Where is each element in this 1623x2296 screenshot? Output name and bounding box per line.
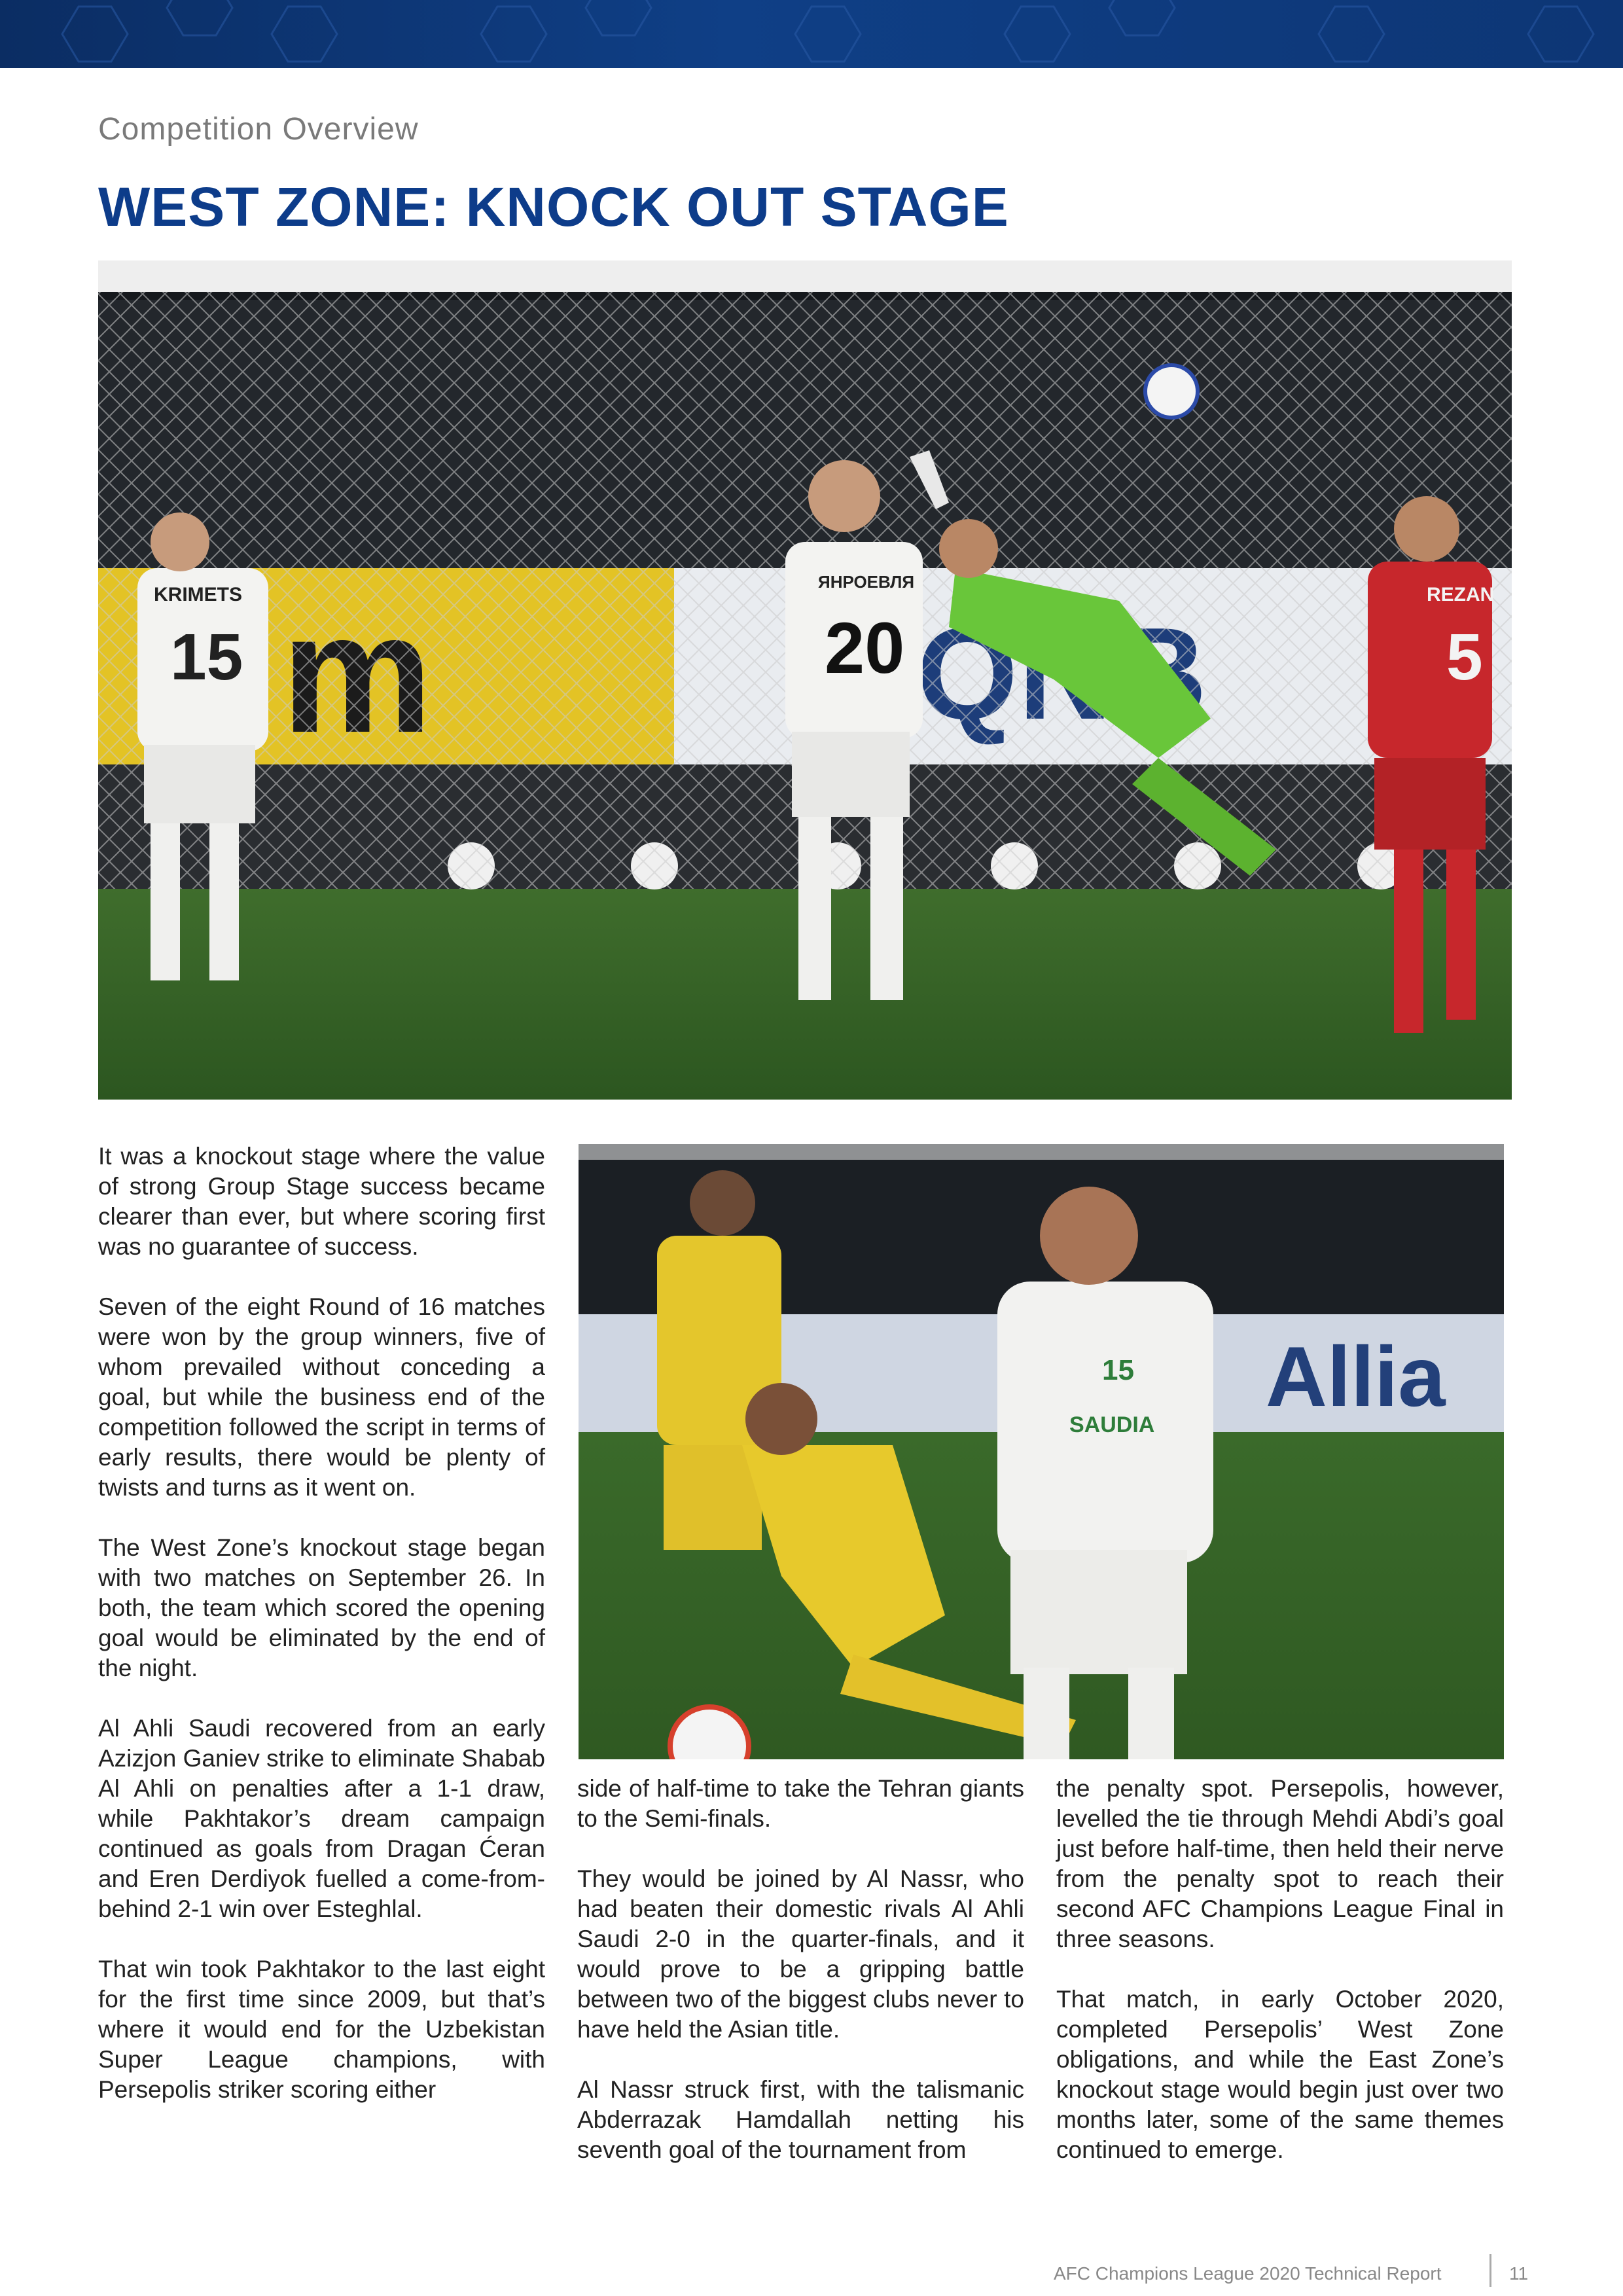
svg-text:15: 15 (170, 620, 243, 694)
hexagon-pattern (0, 0, 1623, 68)
footer-divider (1489, 2254, 1491, 2287)
paragraph-9: the penalty spot. Persepolis, however, levelled the tie through Mehdi Abdi’s goal just before half-time, then held their nerve from the penalty spot to reach their second AFC Champions League Final in three seasons. (1056, 1775, 1504, 1952)
svg-text:20: 20 (825, 608, 905, 689)
svg-text:SAUDIA: SAUDIA (1069, 1412, 1155, 1437)
svg-text:KRIMETS: KRIMETS (154, 584, 242, 605)
svg-text:REZAN: REZAN (1427, 584, 1495, 605)
second-match-photo (579, 1144, 1504, 1759)
main-match-photo (98, 260, 1512, 1100)
top-banner (0, 0, 1623, 68)
paragraph-6: side of half-time to take the Tehran giants to the Semi-finals. (577, 1775, 1024, 1832)
paragraph-7: They would be joined by Al Nassr, who had beaten their domestic rivals Al Ahli Saudi 2-0 in the quarter-finals, and it would prove to be a gripping battle between two of the biggest clubs never to have held the Asian title. (577, 1865, 1024, 2043)
body-column-2 (577, 1774, 1024, 2195)
paragraph-3: The West Zone’s knockout stage began with two matches on September 26. In both, the team which scored the opening goal would be eliminated by the end of the night. (98, 1534, 545, 1681)
paragraph-8: Al Nassr struck first, with the talismanic Abderrazak Hamdallah netting his seventh goal of the tournament from (577, 2076, 1024, 2163)
footer-report-title: AFC Champions League 2020 Technical Report (1054, 2263, 1442, 2284)
svg-text:5: 5 (1446, 620, 1483, 694)
page-title: WEST ZONE: KNOCK OUT STAGE (98, 176, 1009, 238)
svg-text:ЯНРОЕВЛЯ: ЯНРОЕВЛЯ (818, 572, 915, 592)
paragraph-5: That win took Pakhtakor to the last eight for the first time since 2009, but that’s where it would end for the Uzbekistan Super League champions, with Persepolis striker scoring either (98, 1956, 545, 2103)
body-column-3 (1056, 1774, 1504, 2195)
body-column-1 (98, 1141, 545, 2135)
paragraph-1: It was a knockout stage where the value of strong Group Stage success became clearer than ever, but where scoring first was no guarantee of success. (98, 1143, 545, 1260)
paragraph-10: That match, in early October 2020, completed Persepolis’ West Zone obligations, and while the East Zone’s knockout stage would begin just over two months later, some of the same themes continued to emerge. (1056, 1986, 1504, 2163)
paragraph-2: Seven of the eight Round of 16 matches were won by the group winners, five of whom prevailed without conceding a goal, but while the business end of the competition followed the script in terms of early results, there would be plenty of twists and turns as it went on. (98, 1293, 545, 1501)
svg-text:15: 15 (1102, 1354, 1134, 1386)
page-number: 11 (1509, 2263, 1529, 2284)
paragraph-4: Al Ahli Saudi recovered from an early Azizjon Ganiev strike to eliminate Shabab Al Ahli on penalties after a 1-1 draw, while Pakhtakor’s dream campaign continued as goals from Dragan Ćeran and Eren Derdiyok fuelled a come-from-behind 2-1 win over Esteghlal. (98, 1715, 545, 1922)
section-label: Competition Overview (98, 112, 419, 147)
second-board-text: Allia (1266, 1329, 1446, 1424)
